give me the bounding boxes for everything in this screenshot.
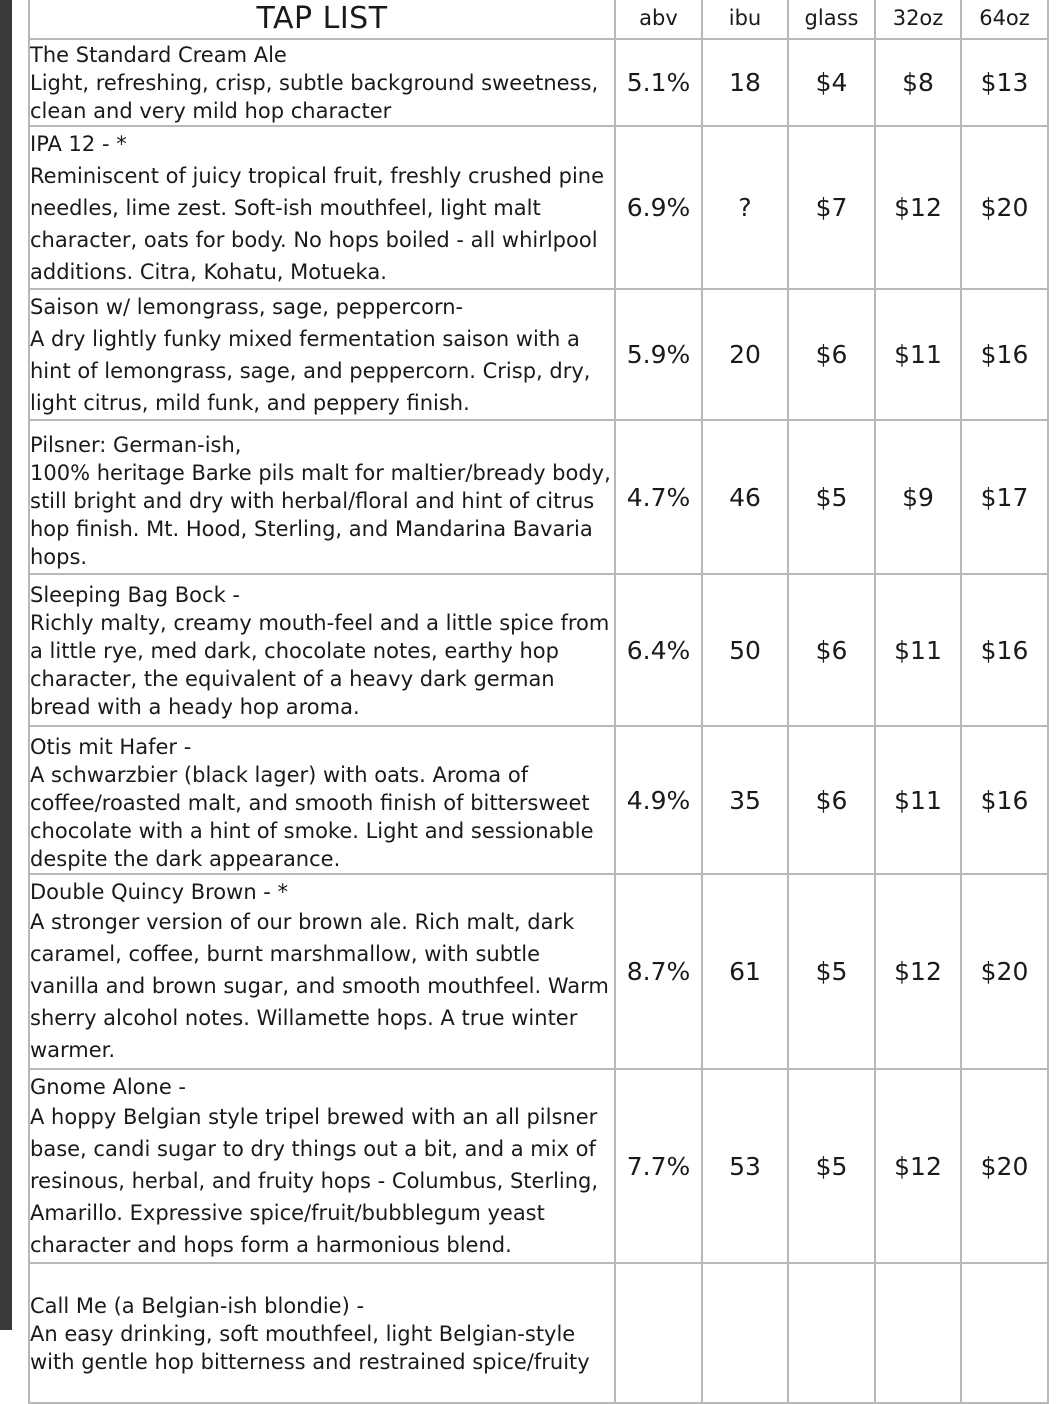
beer-description: A hoppy Belgian style tripel brewed with an all pilsner base, candi sugar to dry things out a bit, and a mix of resinous, herbal, and fruity hops - Columbus, Sterling, Amarillo. Expressive spice/fruit/bubblegum yeast character and hops form a harmonious blend. xyxy=(30,1104,599,1257)
beer-name: The Standard Cream Ale xyxy=(30,43,287,67)
beer-glass-price: $6 xyxy=(788,574,875,726)
beer-info xyxy=(29,874,615,1069)
beer-info xyxy=(29,726,615,874)
beer-64oz-price: $16 xyxy=(961,574,1048,726)
beer-row xyxy=(29,874,1048,1069)
beer-glass-price: $6 xyxy=(788,726,875,874)
beer-abv: 6.9% xyxy=(615,126,702,289)
beer-name: Sleeping Bag Bock - xyxy=(30,582,240,607)
beer-abv: 8.7% xyxy=(615,874,702,1069)
beer-64oz-price: $16 xyxy=(961,289,1048,420)
beer-glass-price xyxy=(788,1263,875,1403)
col-header-abv: abv xyxy=(615,0,702,39)
beer-64oz-price: $16 xyxy=(961,726,1048,874)
beer-glass-price: $4 xyxy=(788,39,875,126)
beer-32oz-price: $11 xyxy=(875,726,961,874)
beer-info xyxy=(29,1069,615,1263)
beer-abv: 5.9% xyxy=(615,289,702,420)
beer-info xyxy=(29,574,615,726)
left-border-bar xyxy=(0,0,12,1330)
beer-glass-price: $6 xyxy=(788,289,875,420)
beer-ibu: 53 xyxy=(702,1069,788,1263)
beer-64oz-price: $20 xyxy=(961,1069,1048,1263)
beer-32oz-price: $8 xyxy=(875,39,961,126)
beer-ibu: 20 xyxy=(702,289,788,420)
beer-32oz-price: $11 xyxy=(875,289,961,420)
beer-abv: 7.7% xyxy=(615,1069,702,1263)
tap-list-title: TAP LIST xyxy=(29,0,615,39)
beer-name: Saison w/ lemongrass, sage, peppercorn- xyxy=(30,295,464,319)
beer-description: 100% heritage Barke pils malt for maltier/bready body, still bright and dry with herbal/floral and hint of citrus hop finish. Mt. Hood, Sterling, and Mandarina Bavaria hops. xyxy=(30,461,611,569)
tap-list-table xyxy=(28,0,1049,1404)
beer-row xyxy=(29,126,1048,289)
beer-glass-price: $5 xyxy=(788,1069,875,1263)
beer-64oz-price: $13 xyxy=(961,39,1048,126)
beer-abv xyxy=(615,1263,702,1403)
beer-abv: 4.7% xyxy=(615,420,702,574)
col-header-glass: glass xyxy=(788,0,875,39)
beer-32oz-price xyxy=(875,1263,961,1403)
beer-glass-price: $5 xyxy=(788,420,875,574)
beer-abv: 6.4% xyxy=(615,574,702,726)
beer-32oz-price: $12 xyxy=(875,874,961,1069)
beer-name: Double Quincy Brown - * xyxy=(30,880,289,904)
beer-info xyxy=(29,420,615,574)
col-header-32oz: 32oz xyxy=(875,0,961,39)
col-header-64oz: 64oz xyxy=(961,0,1048,39)
beer-info xyxy=(29,126,615,289)
beer-name: Pilsner: German-ish, xyxy=(30,433,242,457)
beer-row xyxy=(29,726,1048,874)
beer-description: Light, refreshing, crisp, subtle background sweetness, clean and very mild hop character xyxy=(30,71,599,123)
beer-ibu: 35 xyxy=(702,726,788,874)
beer-glass-price: $7 xyxy=(788,126,875,289)
beer-description: Richly malty, creamy mouth-feel and a little spice from a little rye, med dark, chocolate notes, earthy hop character, the equivalent of a heavy dark german bread with a heady hop aroma. xyxy=(30,610,610,719)
beer-name: Gnome Alone - xyxy=(30,1074,187,1099)
beer-info xyxy=(29,39,615,126)
beer-description: A dry lightly funky mixed fermentation saison with a hint of lemongrass, sage, and peppercorn. Crisp, dry, light citrus, mild funk, and peppery finish. xyxy=(30,327,591,415)
beer-32oz-price: $12 xyxy=(875,1069,961,1263)
beer-info xyxy=(29,289,615,420)
beer-64oz-price xyxy=(961,1263,1048,1403)
beer-ibu: 61 xyxy=(702,874,788,1069)
beer-32oz-price: $11 xyxy=(875,574,961,726)
beer-description: An easy drinking, soft mouthfeel, light Belgian-style with gentle hop bitterness and restrained spice/fruity xyxy=(30,1321,590,1374)
beer-row xyxy=(29,289,1048,420)
beer-ibu xyxy=(702,1263,788,1403)
beer-abv: 5.1% xyxy=(615,39,702,126)
beer-row xyxy=(29,574,1048,726)
beer-ibu: 46 xyxy=(702,420,788,574)
beer-row xyxy=(29,1069,1048,1263)
beer-ibu: 18 xyxy=(702,39,788,126)
beer-row xyxy=(29,1263,1048,1403)
beer-glass-price: $5 xyxy=(788,874,875,1069)
beer-64oz-price: $20 xyxy=(961,874,1048,1069)
beer-32oz-price: $9 xyxy=(875,420,961,574)
header-row xyxy=(29,0,1048,39)
beer-64oz-price: $17 xyxy=(961,420,1048,574)
beer-info xyxy=(29,1263,615,1403)
col-header-ibu: ibu xyxy=(702,0,788,39)
beer-row xyxy=(29,39,1048,126)
beer-description: Reminiscent of juicy tropical fruit, freshly crushed pine needles, lime zest. Soft-ish mouthfeel, light malt character, oats for body. No hops boiled - all whirlpool additions. Citra, Kohatu, Motueka. xyxy=(30,164,605,284)
beer-32oz-price: $12 xyxy=(875,126,961,289)
beer-abv: 4.9% xyxy=(615,726,702,874)
beer-64oz-price: $20 xyxy=(961,126,1048,289)
beer-row xyxy=(29,420,1048,574)
beer-name: Call Me (a Belgian-ish blondie) - xyxy=(30,1293,365,1318)
beer-ibu: ? xyxy=(702,126,788,289)
beer-name: IPA 12 - * xyxy=(30,132,127,156)
beer-name: Otis mit Hafer - xyxy=(30,735,192,759)
beer-description: A stronger version of our brown ale. Rich malt, dark caramel, coffee, burnt marshmallow, with subtle vanilla and brown sugar, and smooth mouthfeel. Warm sherry alcohol notes. Willamette hops. A true winter warmer. xyxy=(30,910,609,1062)
beer-description: A schwarzbier (black lager) with oats. Aroma of coffee/roasted malt, and smooth finish of bittersweet chocolate with a hint of smoke. Light and sessionable despite the dark appearance. xyxy=(30,763,594,871)
beer-ibu: 50 xyxy=(702,574,788,726)
